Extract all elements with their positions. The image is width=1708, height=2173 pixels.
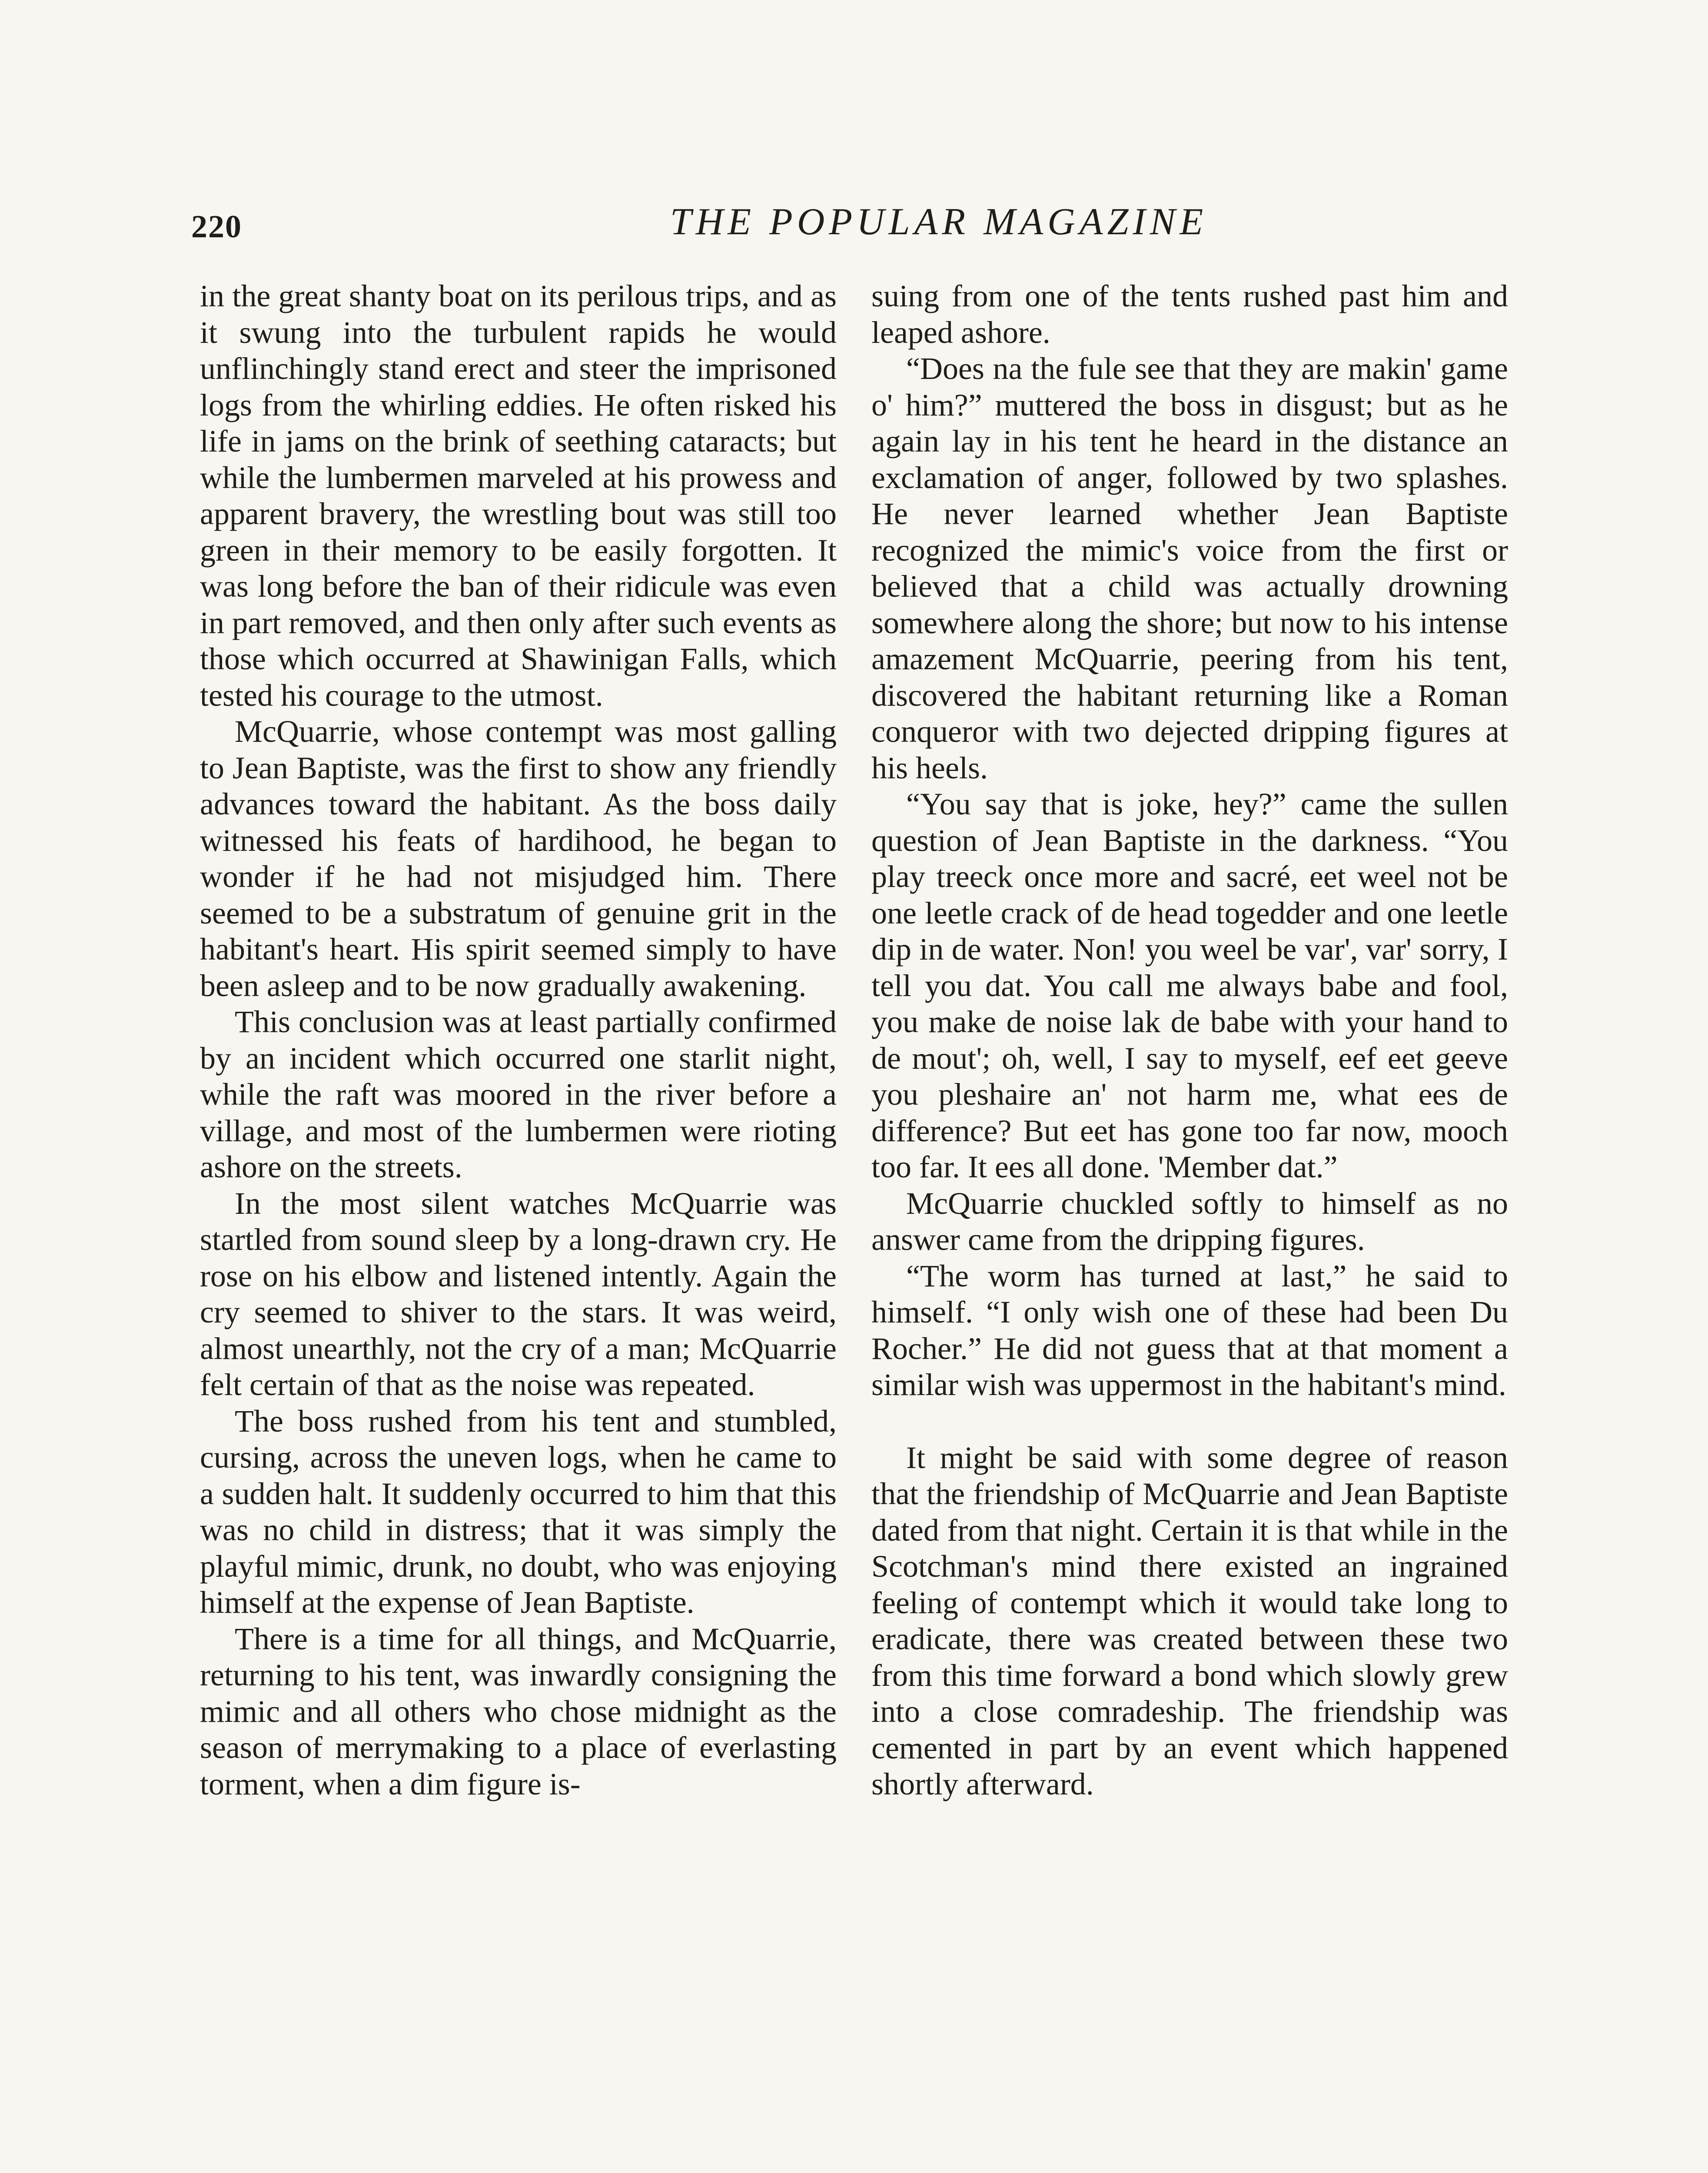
paragraph: McQuarrie chuckled softly to himself as no answer came from the dripping figures.	[871, 1186, 1508, 1257]
paragraph: The boss rushed from his tent and stumbled, cursing, across the uneven logs, when he came to a sudden halt. It suddenly occurred to him that this was no child in distress; that it was simply the playful mimic, drunk, no doubt, who was enjoying himself at the expense of Jean Baptiste.	[200, 1403, 837, 1620]
running-title: THE POPULAR MAGAZINE	[670, 201, 1208, 243]
page-number: 220	[191, 209, 242, 245]
paragraph: McQuarrie, whose contempt was most galling to Jean Baptiste, was the first to show any friendly advances toward the habitant. As the boss daily witnessed his feats of hardihood, he began to wonder if he had not misjudged him. There seemed to be a substratum of genuine grit in the habitant's heart. His spirit seemed simply to have been asleep and to be now gradually awakening.	[200, 714, 837, 1003]
paragraph: in the great shanty boat on its perilous trips, and as it swung into the turbulent rapids he would unflinchingly stand erect and steer the imprisoned logs from the whirling eddies. He often risked his life in jams on the brink of seething cataracts; but while the lumbermen marveled at his prowess and apparent bravery, the wrestling bout was still too green in their memory to be easily forgotten. It was long before the ban of their ridicule was even in part removed, and then only after such events as those which occurred at Shawinigan Falls, which tested his courage to the utmost.	[200, 279, 837, 713]
paragraph: This conclusion was at least partially confirmed by an incident which occurred one starlit night, while the raft was moored in the river before a village, and most of the lumbermen were rioting ashore on the streets.	[200, 1004, 837, 1184]
paragraph: There is a time for all things, and McQuarrie, returning to his tent, was inwardly consigning the mimic and all others who chose midnight as the season of merrymaking to a place of everlasting torment, when a dim figure is-	[200, 1621, 837, 1801]
page-header	[191, 200, 1512, 252]
paragraph: It might be said with some degree of reason that the friendship of McQuarrie and Jean Baptiste dated from that night. Certain it is that while in the Scotchman's mind there existed an ingrained feeling of contempt which it would take long to eradicate, there was created between these two from this time forward a bond which slowly grew into a close comradeship. The friendship was cemented in part by an event which happened shortly afterward.	[871, 1440, 1508, 1801]
paragraph: In the most silent watches McQuarrie was startled from sound sleep by a long-drawn cry. He rose on his elbow and listened intently. Again the cry seemed to shiver to the stars. It was weird, almost unearthly, not the cry of a man; McQuarrie felt certain of that as the noise was repeated.	[200, 1186, 837, 1402]
paragraph: “Does na the fule see that they are makin' game o' him?” muttered the boss in disgust; but as he again lay in his tent he heard in the distance an exclamation of anger, followed by two splashes. He never learned whether Jean Baptiste recognized the mimic's voice from the first or believed that a child was actually drowning somewhere along the shore; but now to his intense amazement McQuarrie, peering from his tent, discovered the habitant returning like a Roman conqueror with two dejected dripping figures at his heels.	[871, 351, 1508, 785]
paragraph: “You say that is joke, hey?” came the sullen question of Jean Baptiste in the darkness. “You play treeck once more and sacré, eet weel not be one leetle crack of de head togedder and one leetle dip in de water. Non! you weel be var', var' sorry, I tell you dat. You call me always babe and fool, you make de noise lak de babe with your hand to de mout'; oh, well, I say to myself, eef eet geeve you pleshaire an' not harm me, what ees de difference? But eet has gone too far now, mooch too far. It ees all done. 'Member dat.”	[871, 787, 1508, 1184]
left-column	[200, 278, 837, 1802]
paragraph: suing from one of the tents rushed past him and leaped ashore.	[871, 279, 1508, 350]
right-column	[871, 278, 1508, 1803]
paragraph: “The worm has turned at last,” he said to himself. “I only wish one of these had been Du Rocher.” He did not guess that at that moment a similar wish was uppermost in the habitant's mind.	[871, 1258, 1508, 1402]
